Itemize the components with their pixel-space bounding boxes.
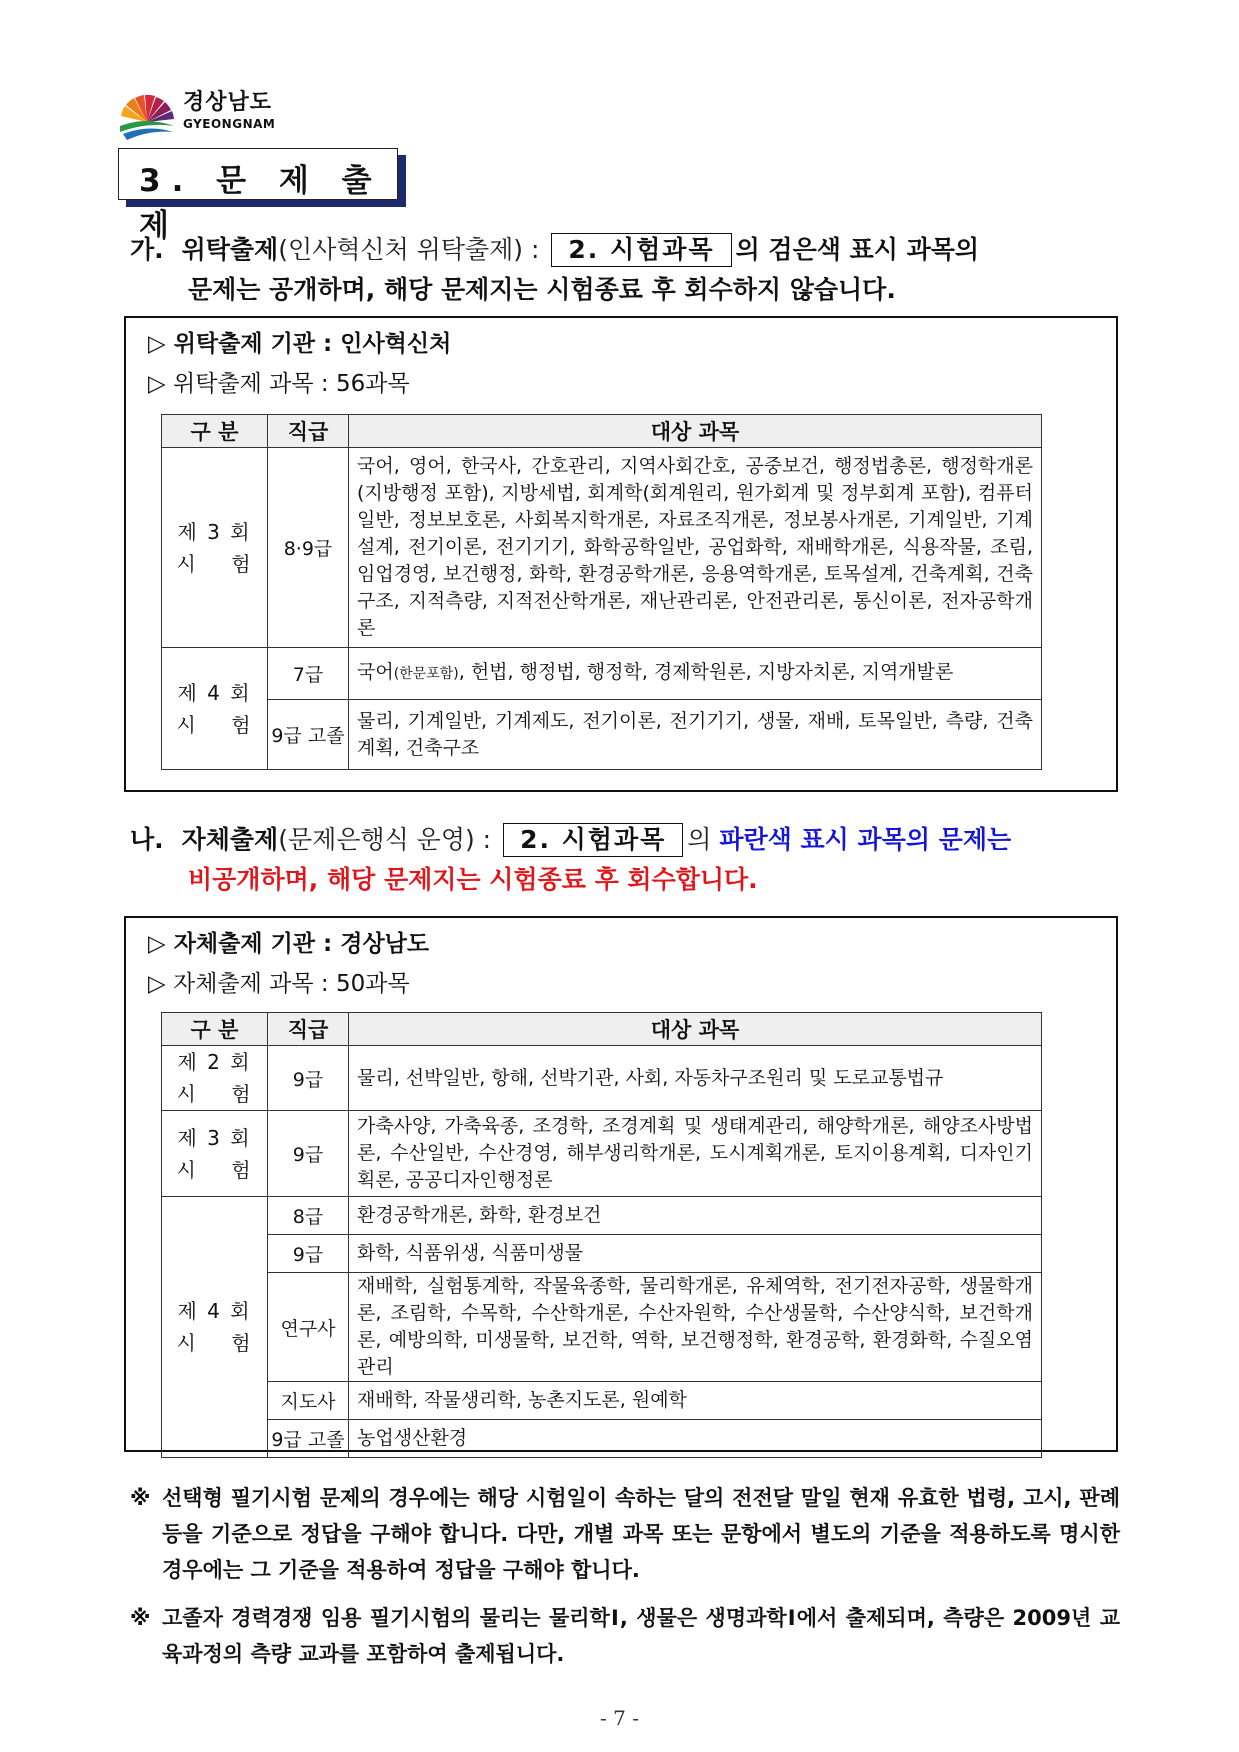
paragraph-ga-lead-paren: (인사혁신처 위탁출제) bbox=[278, 235, 524, 264]
paragraph-na-marker: 나. bbox=[130, 825, 164, 854]
header-gubun: 구 분 bbox=[162, 415, 268, 448]
row-grade: 9급 고졸 bbox=[268, 700, 349, 770]
row-grade: 8급 bbox=[268, 1197, 349, 1235]
note-legal-basis bbox=[130, 1480, 1120, 1588]
row-grade: 9급 bbox=[268, 1046, 349, 1111]
row-grade: 9급 고졸 bbox=[268, 1420, 349, 1458]
logo-english-text: GYEONGNAM bbox=[183, 117, 276, 131]
row-subjects-a: 국어 bbox=[357, 661, 394, 683]
paragraph-na-tail-red: 비공개하며, 해당 문제지는 시험종료 후 회수합니다. bbox=[188, 865, 758, 894]
note-mark: ※ bbox=[130, 1606, 151, 1630]
table-row bbox=[162, 1382, 1042, 1420]
table-row bbox=[162, 1420, 1042, 1458]
header-subjects: 대상 과목 bbox=[349, 415, 1042, 448]
paragraph-ga bbox=[130, 230, 1120, 310]
header-grade: 직급 bbox=[268, 1013, 349, 1046]
table-row bbox=[162, 448, 1042, 648]
exam-subjects-reference: 2. 시험과목 bbox=[503, 823, 683, 857]
row-subjects: 물리, 기계일반, 기계제도, 전기이론, 전기기기, 생물, 재배, 토목일반, 측량, 건축계획, 건축구조 bbox=[349, 700, 1042, 770]
row-gubun: 제 4 회 시 험 bbox=[162, 1197, 268, 1458]
paragraph-na-colon: : bbox=[474, 825, 500, 854]
row-grade: 지도사 bbox=[268, 1382, 349, 1420]
self-subjects-table bbox=[161, 1012, 1042, 1458]
paragraph-na-line1 bbox=[130, 820, 1120, 860]
table-row bbox=[162, 1235, 1042, 1273]
paragraph-na-tail-blue: 파란색 표시 과목의 문제는 bbox=[719, 825, 1012, 854]
paragraph-ga-line2 bbox=[130, 270, 1120, 310]
note-text: 선택형 필기시험 문제의 경우에는 해당 시험일이 속하는 달의 전전달 말일 현재 유효한 법령, 고시, 판례 등을 기준으로 정답을 구해야 합니다. 다만, 개별 과목 또는 문항에서 별도의 기준을 적용하도록 명시한 경우에는 그 기준을 적용하여 정답을 구해야 합니다. bbox=[162, 1486, 1120, 1582]
note-text: 고졸자 경력경쟁 임용 필기시험의 물리는 물리학Ⅰ, 생물은 생명과학Ⅰ에서 출제되며, 측량은 2009년 교육과정의 측량 교과를 포함하여 출제됩니다. bbox=[162, 1606, 1120, 1666]
table-row bbox=[162, 1273, 1042, 1382]
row-subjects bbox=[349, 648, 1042, 700]
gyeongnam-logo bbox=[118, 88, 288, 144]
paragraph-na-tail-plain: 의 bbox=[687, 825, 720, 854]
gyeongnam-emblem-icon bbox=[118, 88, 176, 140]
row-grade: 9급 bbox=[268, 1235, 349, 1273]
row-subjects: 화학, 식품위생, 식품미생물 bbox=[349, 1235, 1042, 1273]
section-title: 3. 문 제 출 제 bbox=[139, 163, 383, 244]
logo-korean-text: 경상남도 bbox=[183, 90, 273, 115]
paragraph-na bbox=[130, 820, 1120, 900]
table-row bbox=[162, 1197, 1042, 1235]
row-gubun: 제 2 회 시 험 bbox=[162, 1046, 268, 1111]
row-gubun: 제 3 회 시 험 bbox=[162, 1111, 268, 1197]
row-subjects-b: , 헌법, 행정법, 행정학, 경제학원론, 지방자치론, 지역개발론 bbox=[458, 661, 954, 683]
row-subjects-small: (한문포함) bbox=[393, 666, 459, 682]
paragraph-ga-colon: : bbox=[523, 235, 548, 264]
row-subjects: 물리, 선박일반, 항해, 선박기관, 사회, 자동차구조원리 및 도로교통법규 bbox=[349, 1046, 1042, 1111]
paragraph-ga-tail2: 문제는 공개하며, 해당 문제지는 시험종료 후 회수하지 않습니다. bbox=[188, 275, 896, 304]
paragraph-ga-line1 bbox=[130, 230, 1120, 270]
note-mark: ※ bbox=[130, 1486, 151, 1510]
self-exam-panel bbox=[124, 916, 1118, 1452]
paragraph-na-lead-paren: (문제은행식 운영) bbox=[278, 825, 475, 854]
exam-subjects-reference: 2. 시험과목 bbox=[551, 233, 731, 267]
outsourced-exam-panel bbox=[124, 316, 1118, 792]
paragraph-na-line2 bbox=[130, 860, 1120, 900]
row-gubun: 제 4 회 시 험 bbox=[162, 648, 268, 770]
paragraph-na-lead: 자체출제 bbox=[181, 825, 279, 854]
table-row bbox=[162, 648, 1042, 700]
self-org: ▷ 자체출제 기관 : 경상남도 bbox=[148, 931, 430, 957]
row-grade: 연구사 bbox=[268, 1273, 349, 1382]
row-grade: 7급 bbox=[268, 648, 349, 700]
outsourced-org: ▷ 위탁출제 기관 : 인사혁신처 bbox=[148, 331, 452, 357]
header-grade: 직급 bbox=[268, 415, 349, 448]
row-gubun: 제 3 회 시 험 bbox=[162, 448, 268, 648]
table-row bbox=[162, 1046, 1042, 1111]
row-subjects: 농업생산환경 bbox=[349, 1420, 1042, 1458]
page-number: - 7 - bbox=[600, 1706, 639, 1730]
row-subjects: 가축사양, 가축육종, 조경학, 조경계획 및 생태계관리, 해양학개론, 해양조사방법론, 수산일반, 수산경영, 해부생리학개론, 도시계획개론, 토지이용계획, 디자인기획론, 공공디자인행정론 bbox=[349, 1111, 1042, 1197]
header-gubun: 구 분 bbox=[162, 1013, 268, 1046]
row-subjects: 재배학, 실험통계학, 작물육종학, 물리학개론, 유체역학, 전기전자공학, 생물학개론, 조림학, 수목학, 수산학개론, 수산자원학, 수산생물학, 수산양식학, 보건학개론, 예방의학, 미생물학, 보건학, 역학, 보건행정학, 환경공학, 환경화학, 수질오염관리 bbox=[349, 1273, 1042, 1382]
row-subjects: 환경공학개론, 화학, 환경보건 bbox=[349, 1197, 1042, 1235]
paragraph-ga-lead: 위탁출제 bbox=[181, 235, 279, 264]
table-row bbox=[162, 700, 1042, 770]
paragraph-ga-marker: 가. bbox=[130, 235, 164, 264]
outsourced-count: ▷ 위탁출제 과목 : 56과목 bbox=[148, 371, 410, 397]
row-subjects: 국어, 영어, 한국사, 간호관리, 지역사회간호, 공중보건, 행정법총론, 행정학개론(지방행정 포함), 지방세법, 회계학(회계원리, 원가회계 및 정부회계 포함), 컴퓨터일반, 정보보호론, 사회복지학개론, 자료조직개론, 정보봉사개론, 기계일반, 기계설계, 전기이론, 전기기기, 화학공학일반, 공업화학, 재배학개론, 식용작물, 조림, 임업경영, 보건행정, 화학, 환경공학개론, 응용역학개론, 토목설계, 건축계획, 건축구조, 지적측량, 지적전산학개론, 재난관리론, 안전관리론, 통신이론, 전자공학개론 bbox=[349, 448, 1042, 648]
header-subjects: 대상 과목 bbox=[349, 1013, 1042, 1046]
table-header-row bbox=[162, 1013, 1042, 1046]
table-row bbox=[162, 1111, 1042, 1197]
row-grade: 8·9급 bbox=[268, 448, 349, 648]
note-highschool-exam bbox=[130, 1600, 1120, 1672]
table-header-row bbox=[162, 415, 1042, 448]
row-grade: 9급 bbox=[268, 1111, 349, 1197]
outsourced-subjects-table bbox=[161, 414, 1042, 770]
section-title-box bbox=[118, 148, 398, 244]
paragraph-ga-tail1: 의 검은색 표시 과목의 bbox=[735, 235, 980, 264]
self-count: ▷ 자체출제 과목 : 50과목 bbox=[148, 971, 410, 997]
row-subjects: 재배학, 작물생리학, 농촌지도론, 원예학 bbox=[349, 1382, 1042, 1420]
